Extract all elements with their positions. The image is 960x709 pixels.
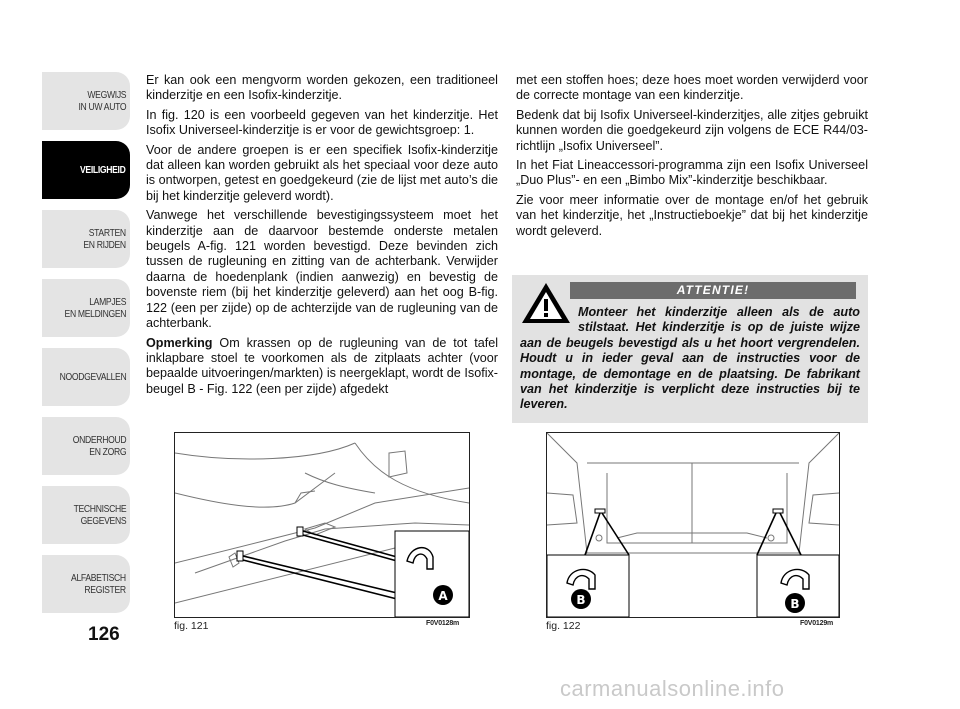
note-text: Om krassen op de rugleuning van de tot tafel inklapbare stoel te voorkomen als de zitplaats achter (voor bepaalde uitvoeringen/markten) is neergeklapt, wordt de Isofix-beugel B - Fig. 122 (een per zijde) afgedekt bbox=[146, 335, 498, 396]
tab-veiligheid[interactable] bbox=[42, 141, 130, 199]
note-label: Opmerking bbox=[146, 335, 213, 350]
callout-b-left: B bbox=[576, 593, 586, 607]
tab-label: ONDERHOUD EN ZORG bbox=[72, 434, 126, 458]
tab-starten[interactable] bbox=[42, 210, 130, 268]
tab-label: ALFABETISCH REGISTER bbox=[71, 572, 126, 596]
warning-text bbox=[520, 305, 860, 413]
page-number: 126 bbox=[88, 624, 120, 645]
tab-wegwijs[interactable] bbox=[42, 72, 130, 130]
top-tether-illustration bbox=[547, 433, 839, 617]
tab-label: NOODGEVALLEN bbox=[59, 371, 126, 383]
tab-alfabetisch[interactable] bbox=[42, 555, 130, 613]
text-column-left bbox=[146, 73, 498, 401]
warning-heading: ATTENTIE! bbox=[570, 282, 856, 299]
callout-b-right: B bbox=[790, 597, 800, 611]
tab-label: STARTEN EN RIJDEN bbox=[83, 227, 126, 251]
tab-noodgevallen[interactable] bbox=[42, 348, 130, 406]
paragraph: Bedenk dat bij Isofix Universeel-kinderzitjes, alle zitjes gebruikt kunnen worden die goedgekeurd zijn volgens de ECE R44/03-richtlijn „Isofix Universeel”. bbox=[516, 107, 868, 153]
paragraph: met een stoffen hoes; deze hoes moet worden verwijderd voor de correcte montage van een kinderzitje. bbox=[516, 73, 868, 103]
tab-onderhoud[interactable] bbox=[42, 417, 130, 475]
figure-122 bbox=[546, 432, 840, 618]
paragraph: In fig. 120 is een voorbeeld gegeven van het kinderzitje. Het Isofix Universeel-kinderzitje is er voor de gewichtsgroep: 1. bbox=[146, 107, 498, 138]
chapter-sidebar bbox=[42, 72, 130, 624]
tab-lampjes[interactable] bbox=[42, 279, 130, 337]
paragraph: Er kan ook een mengvorm worden gekozen, een traditioneel kinderzitje en een Isofix-kinderzitje. bbox=[146, 73, 498, 103]
tab-label: LAMPJES EN MELDINGEN bbox=[64, 296, 126, 320]
figure-122-label: fig. 122 bbox=[546, 620, 581, 632]
warning-box bbox=[512, 275, 868, 423]
figure-122-code: F0V0129m bbox=[800, 620, 834, 627]
paragraph: Vanwege het verschillende bevestigingssysteem moet het kinderzitje aan de daarvoor bestemde onderste metalen beugels A-fig. 121 worden bevestigd. Deze bevinden zich tussen de rugleuning en zitting van de achterbank. Verwijder daarna de hoedenplank (indien aanwezig) en bevestig de bovenste riem (bij het kinderzitje geleverd) aan het oog B-fig. 122 (een per zijde) op de achterzijde van de rugleuning van de achterbank. bbox=[146, 208, 498, 331]
tab-label: TECHNISCHE GEGEVENS bbox=[73, 503, 126, 527]
paragraph: Zie voor meer informatie over de montage en/of het gebruik van het kinderzitje, het „Instructieboekje” dat bij het kinderzitje wordt geleverd. bbox=[516, 192, 868, 238]
tab-label: WEGWIJS IN UW AUTO bbox=[78, 89, 126, 113]
paragraph: In het Fiat Lineaccessori-programma zijn een Isofix Universeel „Duo Plus”- en een „Bimbo Mix”-kinderzitje beschikbaar. bbox=[516, 158, 868, 188]
text-column-right bbox=[516, 73, 868, 243]
figure-121 bbox=[174, 432, 470, 618]
figure-121-code: F0V0128m bbox=[426, 620, 460, 627]
isofix-bracket-illustration bbox=[175, 433, 469, 617]
tab-technische[interactable] bbox=[42, 486, 130, 544]
paragraph-note bbox=[146, 336, 498, 398]
figure-121-label: fig. 121 bbox=[174, 620, 209, 632]
paragraph: Voor de andere groepen is er een specifiek Isofix-kinderzitje dat alleen kan worden gebruikt als het speciaal voor deze auto is ontworpen, getest en goedgekeurd (zie de lijst met auto’s die bij het kinderzitje geleverd wordt). bbox=[146, 142, 498, 203]
warning-body: Monteer het kinderzitje alleen als de auto stilstaat. Het kinderzitje is op de juiste wijze aan de beugels bevestigd als u het hoort vergrendelen. Houdt u in ieder geval aan de instructies voor de montage, de demontage en de plaatsing. De fabrikant van het kinderzitje is verplicht deze instructies bij te leveren. bbox=[520, 305, 860, 412]
tab-label: VEILIGHEID bbox=[80, 164, 126, 176]
watermark: carmanualsonline.info bbox=[560, 676, 785, 701]
callout-a: A bbox=[438, 589, 448, 603]
